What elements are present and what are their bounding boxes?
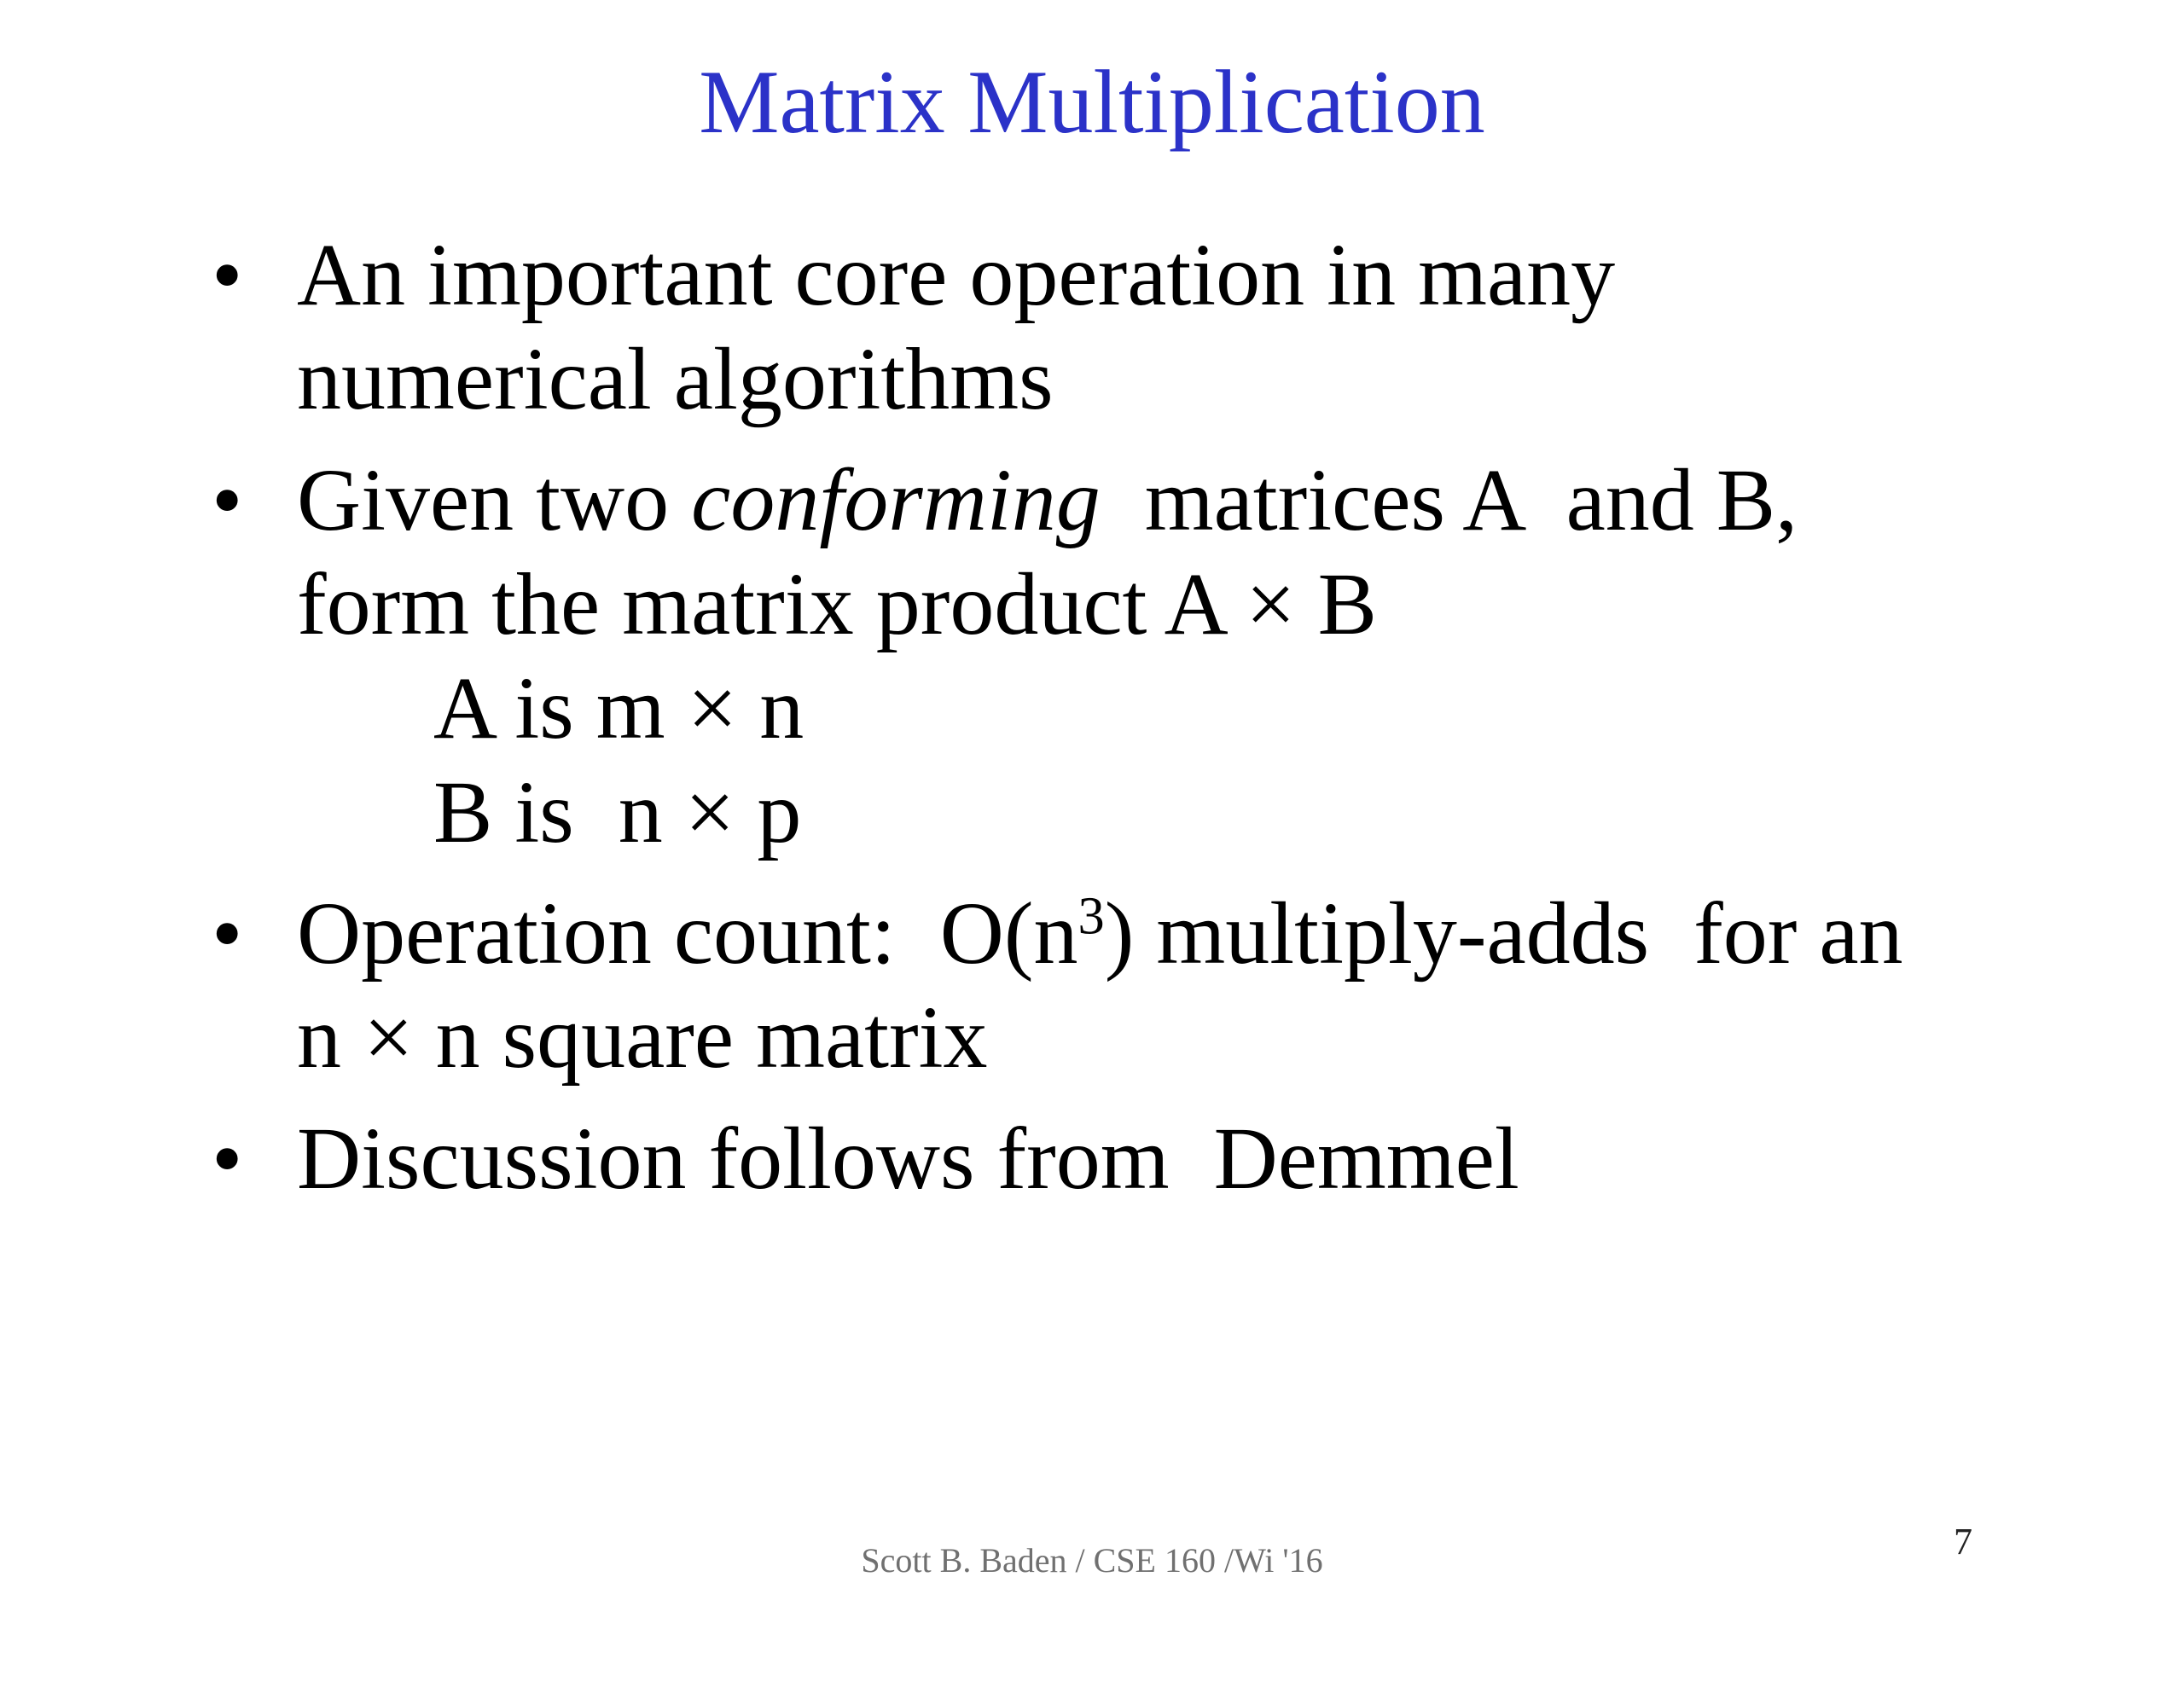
bullet-item: [212, 223, 2088, 432]
bullet-symbol: •: [212, 1110, 243, 1208]
bullet-text-segment: matrices A and B,: [1100, 451, 1798, 549]
bullet-text-line: [297, 449, 2088, 553]
bullet-text-line: numerical algorithms: [297, 330, 1054, 428]
page-number: 7: [1954, 1521, 1972, 1562]
bullet-item: [212, 1107, 2088, 1211]
exponent: 3: [1077, 886, 1105, 946]
bullet-symbol: •: [212, 226, 243, 324]
bullet-text-segment: Operation count: O(n: [297, 884, 1078, 983]
slide-title: Matrix Multiplication: [699, 52, 1485, 152]
bullet-text-segment: ) multiply-adds for an: [1104, 884, 1903, 983]
bullet-item: [212, 882, 2088, 1090]
emphasized-term: conforming: [691, 451, 1101, 549]
bullet-text-line: n × n square matrix: [297, 988, 988, 1087]
bullet-text-line: Discussion follows from Demmel: [297, 1110, 1519, 1208]
bullet-text-line: form the matrix product A × B: [297, 555, 1378, 653]
bullet-text-line: [297, 882, 2088, 986]
slide-footer: Scott B. Baden / CSE 160 /Wi '16: [861, 1541, 1323, 1580]
bullet-list: [212, 223, 2088, 1228]
matrix-dimension-a: A is m × n: [433, 659, 804, 757]
bullet-symbol: •: [212, 451, 243, 549]
bullet-item: [212, 449, 2088, 865]
bullet-text-line: An important core operation in many: [297, 226, 1616, 324]
bullet-symbol: •: [212, 884, 243, 983]
bullet-text-segment: Given two: [297, 451, 692, 549]
matrix-dimension-b: B is n × p: [433, 763, 802, 861]
